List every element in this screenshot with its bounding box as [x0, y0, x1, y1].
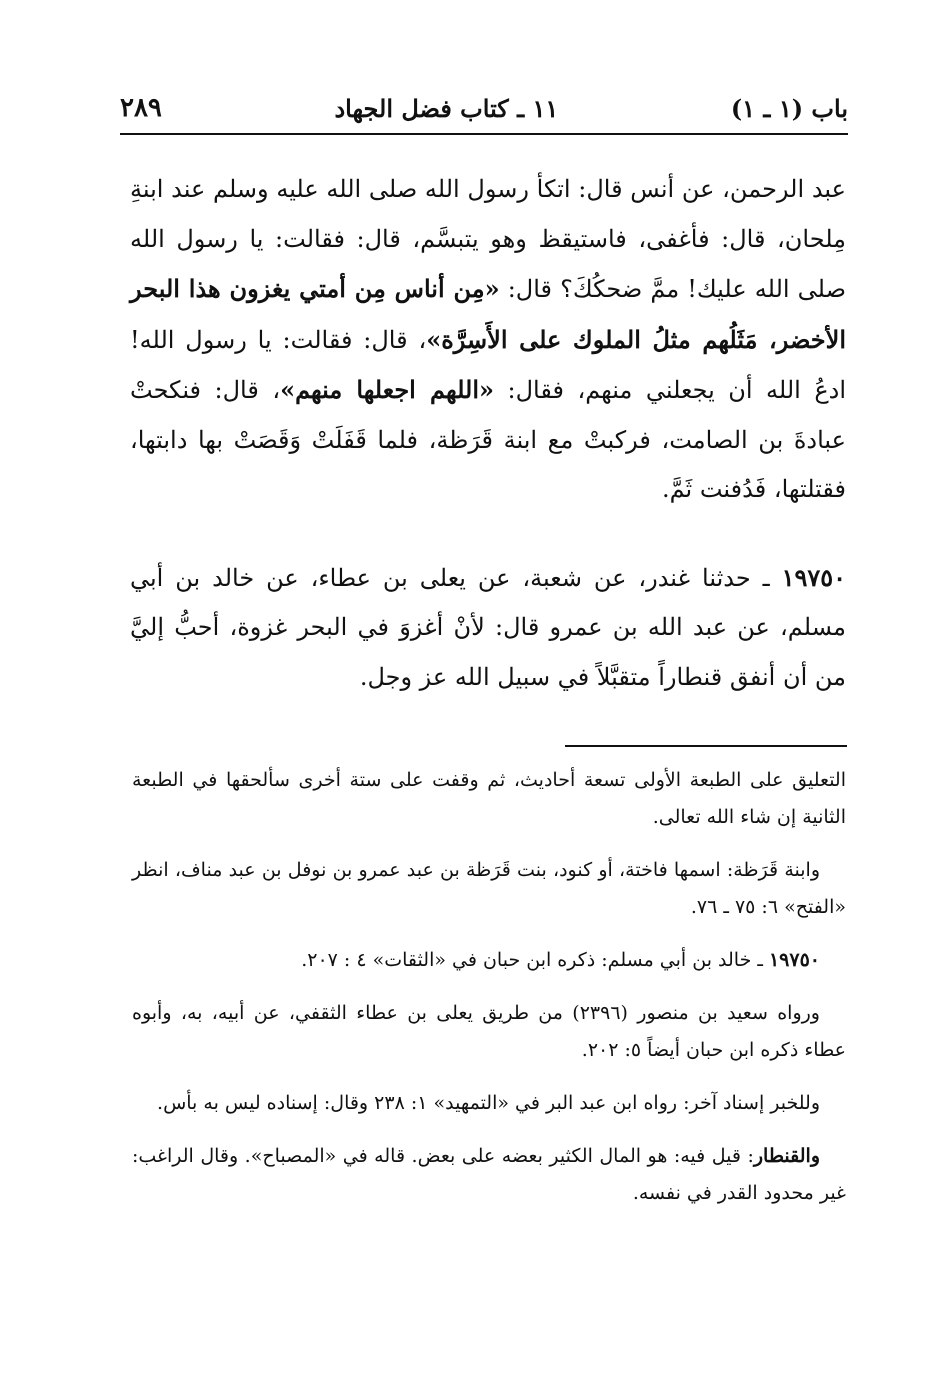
- footnote-3-text: ـ خالد بن أبي مسلم: ذكره ابن حبان في «الثقات» ٤ : ٢٠٧.: [301, 949, 769, 971]
- hadith-text-part1: عبد الرحمن، عن أنس قال: اتكأ رسول الله صلى الله عليه وسلم عند ابنةِ مِلحان، قال: فأغفى، فاستيقظ وهو يتبسَّم، قال: فقالت: يا رسول الله صلى الله عليك! ممَّ ضحكُكَ؟ قال:: [130, 175, 847, 303]
- footnote-6-term: والقنطار: [753, 1145, 820, 1167]
- chapter-label: باب (١ ـ ١): [730, 93, 848, 123]
- page-header: [120, 88, 848, 128]
- footnote-2: وابنة قَرَظة: اسمها فاختة، أو كنود، بنت قَرَظة بن عبد عمرو بن نوفل بن عبد مناف، انظر «الفتح» ٦: ٧٥ ـ ٧٦.: [132, 859, 846, 918]
- book-title: ١١ ـ كتاب فضل الجهاد: [334, 93, 559, 123]
- hadith-number: ١٩٧٥٠: [781, 562, 847, 592]
- footnote-5: وللخبر إسناد آخر: رواه ابن عبد البر في «التمهيد» ١: ٢٣٨ وقال: إسناده ليس به بأس.: [157, 1092, 820, 1114]
- main-text: [130, 165, 846, 702]
- footnote-divider: [565, 745, 847, 747]
- hadith-paragraph-19750: [130, 553, 846, 703]
- hadith-text: ـ حدثنا غندر، عن شعبة، عن يعلى بن عطاء، عن خالد بن أبي مسلم، عن عبد الله بن عمرو قال: لأنْ أغزوَ في البحر غزوة، أحبُّ إليَّ من أن أنفق قنطاراً متقبَّلاً في سبيل الله عز وجل.: [130, 563, 846, 691]
- footnotes: [132, 762, 846, 1228]
- hadith-text-part2: ، قال: فقالت: يا رسول الله! ادعُ الله أن يجعلني منهم، فقال:: [130, 325, 846, 404]
- footnote-3: [132, 942, 846, 979]
- hadith-paragraph-continued: [130, 165, 846, 515]
- footnote-6: [132, 1138, 846, 1212]
- footnote-hadith-number: ١٩٧٥٠: [768, 949, 820, 971]
- page-number: ٢٨٩: [120, 93, 162, 123]
- footnote-6-text: : قيل فيه: هو المال الكثير بعضه على بعض. قاله في «المصباح». وقال الراغب: غير محدود القدر في نفسه.: [132, 1145, 846, 1204]
- prophetic-quote-2: «اللهم اجعلها منهم»: [280, 375, 495, 404]
- hadith-text-part3: ، قال: فنكحتْ عبادةَ بن الصامت، فركبتْ مع ابنة قَرَظة، فلما قَفَلَتْ وَقَصَتْ بها دابتها، فقتلتها، فَدُفنت ثَمَّ.: [130, 376, 846, 503]
- header-divider: [120, 133, 848, 135]
- footnote-1: التعليق على الطبعة الأولى تسعة أحاديث، ثم وقفت على ستة أخرى سألحقها في الطبعة الثانية إن شاء الله تعالى.: [132, 769, 846, 828]
- prophetic-quote-1: «مِن أناس مِن أمتي يغزون هذا البحر الأخضر، مَثَلُهم مثلُ الملوك على الأَسِرَّة»: [130, 274, 846, 354]
- footnote-4: ورواه سعيد بن منصور (٢٣٩٦) من طريق يعلى بن عطاء الثقفي، عن أبيه، به، وأبوه عطاء ذكره ابن حبان أيضاً ٥: ٢٠٢.: [132, 1002, 846, 1061]
